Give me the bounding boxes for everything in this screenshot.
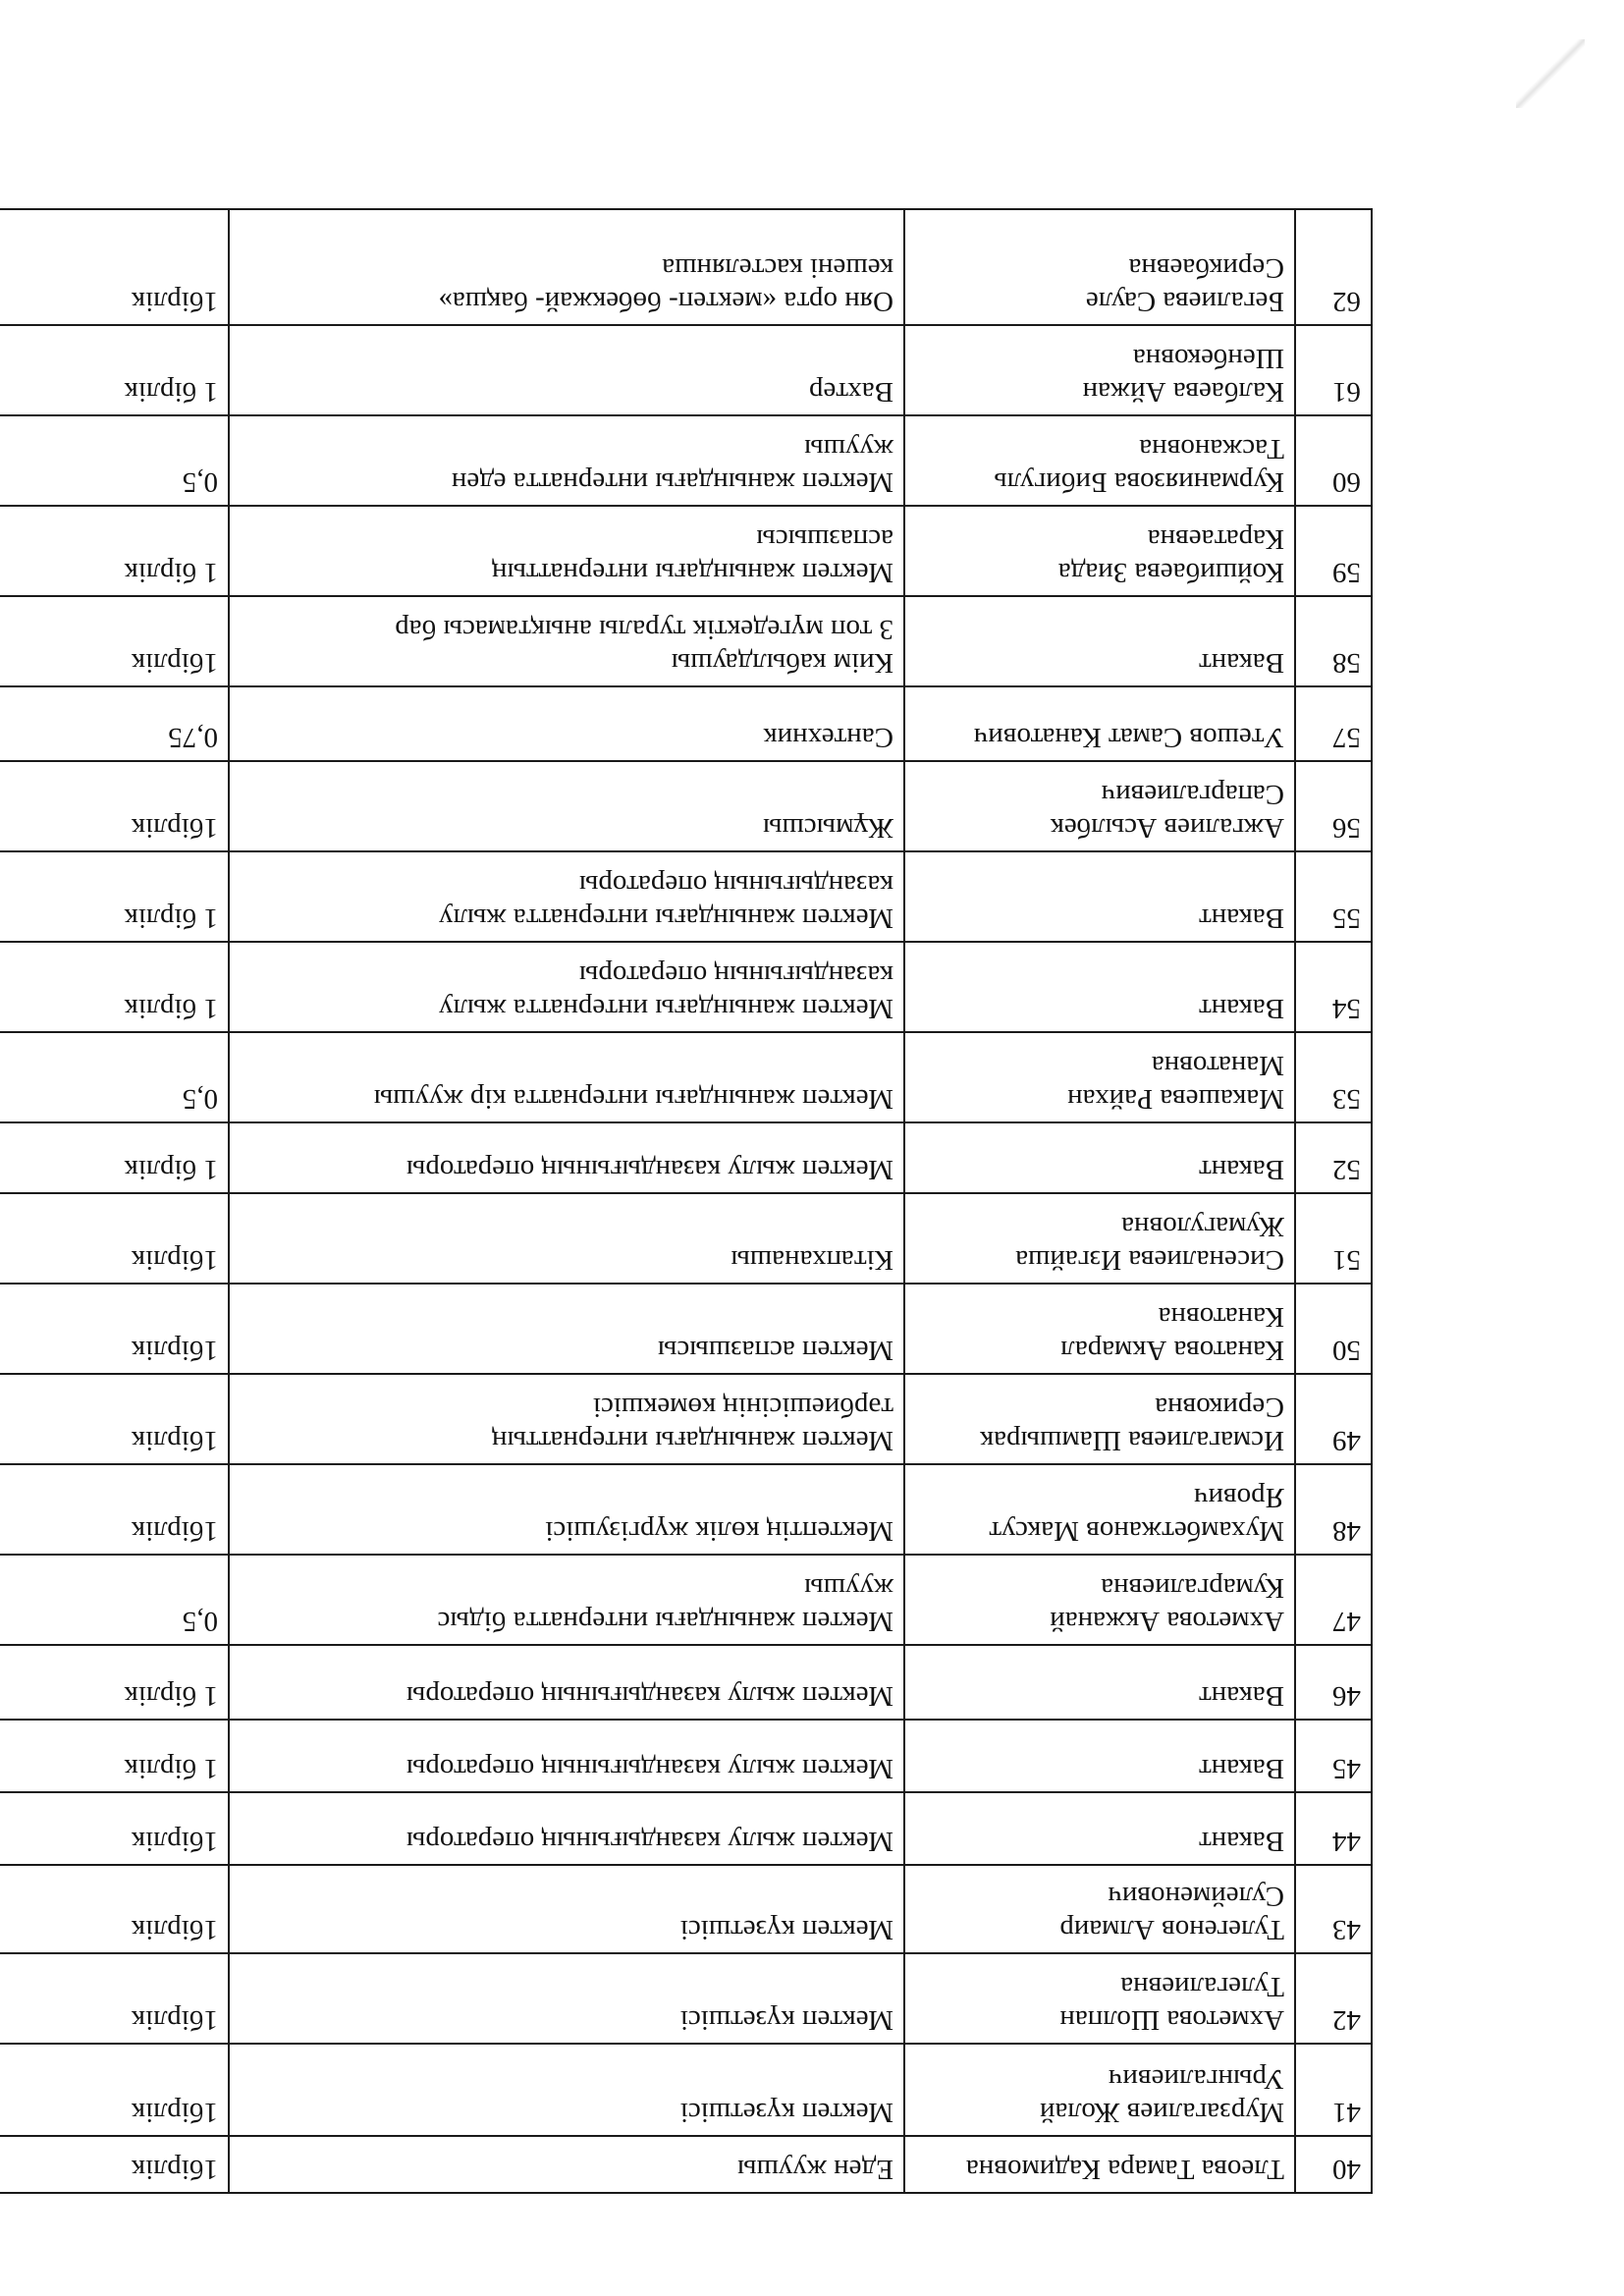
- employee-name-line: Серикбаевна: [1128, 252, 1284, 284]
- position-line: казандығының операторы: [578, 959, 893, 991]
- staff-rate: 1 бірлік: [124, 1154, 218, 1185]
- row-number-cell: [1295, 1953, 1372, 2044]
- position-cell: [229, 1645, 904, 1720]
- position-line: Мектеп жанындағы интернатта жылу: [438, 993, 893, 1024]
- employee-name-line: Сапаргалиевич: [1101, 779, 1284, 810]
- position-cell: [229, 2136, 904, 2193]
- employee-name-line: Жумагуловна: [1121, 1211, 1284, 1242]
- employee-name-line: Канатова Акмарал: [1060, 1335, 1284, 1366]
- employee-name-line: Курманиязова Бибигуль: [994, 466, 1284, 498]
- employee-name-cell: [904, 1865, 1295, 1953]
- row-number-cell: [1295, 209, 1372, 325]
- row-number-cell: [1295, 1464, 1372, 1555]
- rate-cell: [0, 1720, 229, 1792]
- employee-name-cell: [904, 2136, 1295, 2193]
- position-line: Мектеп жылу казандығының операторы: [406, 1753, 893, 1784]
- position-cell: [229, 686, 904, 761]
- employee-name-line: Вакант: [1199, 1154, 1284, 1185]
- employee-name-cell: [904, 851, 1295, 942]
- position-line: Мектеп жанындағы интернатта жылу: [438, 902, 893, 934]
- employee-name-cell: [904, 686, 1295, 761]
- table-row: [0, 415, 1372, 506]
- row-number: 46: [1332, 1680, 1361, 1712]
- employee-name-cell: [904, 1555, 1295, 1645]
- employee-name-line: Мурзагалиев Жолай: [1039, 2097, 1284, 2128]
- rate-cell: [0, 1122, 229, 1193]
- row-number: 40: [1332, 2154, 1361, 2185]
- position-line: Мектеп күзетшісі: [679, 2004, 893, 2036]
- employee-name-cell: [904, 1720, 1295, 1792]
- employee-name-line: Ярович: [1193, 1482, 1284, 1513]
- row-number-cell: [1295, 325, 1372, 415]
- employee-name-line: Вакант: [1199, 647, 1284, 679]
- row-number-cell: [1295, 2044, 1372, 2136]
- rate-cell: [0, 1193, 229, 1284]
- table-row: [0, 1720, 1372, 1792]
- employee-name-cell: [904, 325, 1295, 415]
- staff-rate: 1бірлік: [131, 1425, 218, 1456]
- rate-cell: [0, 1464, 229, 1555]
- employee-name-cell: [904, 209, 1295, 325]
- employee-name-cell: [904, 1464, 1295, 1555]
- position-line: Еден жуушы: [737, 2154, 893, 2185]
- employee-name-line: Ахметова Шолпан: [1059, 2004, 1284, 2036]
- position-line: жуушы: [804, 433, 893, 465]
- row-number: 54: [1332, 993, 1361, 1024]
- employee-name-line: Вакант: [1199, 1753, 1284, 1784]
- employee-name-line: Вакант: [1199, 993, 1284, 1024]
- employee-name-line: Урынгалиевич: [1108, 2063, 1284, 2095]
- rate-cell: [0, 2136, 229, 2193]
- employee-name-cell: [904, 1792, 1295, 1865]
- row-number-cell: [1295, 851, 1372, 942]
- position-cell: [229, 1193, 904, 1284]
- staff-rate: 1бірлік: [131, 1335, 218, 1366]
- position-line: аспазшысы: [756, 523, 893, 555]
- row-number: 44: [1332, 1826, 1361, 1857]
- row-number-cell: [1295, 942, 1372, 1032]
- employee-name-cell: [904, 1645, 1295, 1720]
- row-number-cell: [1295, 1122, 1372, 1193]
- table-row: [0, 506, 1372, 596]
- employee-name-cell: [904, 761, 1295, 851]
- table-row: [0, 1953, 1372, 2044]
- employee-name-line: Тлеова Тамара Кадимовна: [965, 2154, 1284, 2185]
- staff-rate: 1 бірлік: [124, 1753, 218, 1784]
- staff-rate: 1 бірлік: [124, 376, 218, 408]
- table-row: [0, 1122, 1372, 1193]
- employee-name-line: Сисеналиева Изгайша: [1015, 1244, 1284, 1276]
- rate-cell: [0, 1555, 229, 1645]
- row-number-cell: [1295, 1720, 1372, 1792]
- employee-name-line: Манатовна: [1151, 1050, 1284, 1081]
- employee-name-line: Калбаева Айжан: [1082, 376, 1284, 408]
- employee-name-line: Вакант: [1199, 1826, 1284, 1857]
- table-row: [0, 1865, 1372, 1953]
- row-number-cell: [1295, 596, 1372, 686]
- table-row: [0, 1193, 1372, 1284]
- position-line: Мектеп күзетшісі: [679, 1914, 893, 1945]
- employee-name-cell: [904, 415, 1295, 506]
- row-number-cell: [1295, 1032, 1372, 1122]
- position-line: Жұмысшы: [762, 812, 893, 844]
- employee-name-cell: [904, 1374, 1295, 1464]
- row-number-cell: [1295, 761, 1372, 851]
- staff-rate: 1бірлік: [131, 647, 218, 679]
- position-line: 3 топ мүгедектік туралы анықтамасы бар: [395, 614, 893, 645]
- employee-name-line: Вакант: [1199, 902, 1284, 934]
- position-cell: [229, 1464, 904, 1555]
- table-row: [0, 942, 1372, 1032]
- row-number-cell: [1295, 1865, 1372, 1953]
- position-line: Мектеп күзетшісі: [679, 2097, 893, 2128]
- position-line: тәрбиешісінің көмекшісі: [592, 1392, 893, 1423]
- position-cell: [229, 1032, 904, 1122]
- employee-name-line: Мухамбетжанов Максут: [989, 1515, 1284, 1547]
- row-number: 60: [1332, 466, 1361, 498]
- position-cell: [229, 1865, 904, 1953]
- position-cell: [229, 851, 904, 942]
- employee-name-cell: [904, 1032, 1295, 1122]
- row-number: 52: [1332, 1154, 1361, 1185]
- row-number: 48: [1332, 1515, 1361, 1547]
- position-line: Мектеп жылу казандығының операторы: [406, 1826, 893, 1857]
- row-number: 47: [1332, 1606, 1361, 1637]
- row-number-cell: [1295, 2136, 1372, 2193]
- position-cell: [229, 596, 904, 686]
- staff-rate: 1бірлік: [131, 2097, 218, 2128]
- staff-rate: 1 бірлік: [124, 902, 218, 934]
- rate-cell: [0, 1645, 229, 1720]
- position-cell: [229, 415, 904, 506]
- row-number: 43: [1332, 1914, 1361, 1945]
- position-cell: [229, 325, 904, 415]
- staff-rate: 1 бірлік: [124, 993, 218, 1024]
- employee-name-line: Бегалиева Сауле: [1085, 286, 1284, 317]
- row-number-cell: [1295, 415, 1372, 506]
- rate-cell: [0, 942, 229, 1032]
- rate-cell: [0, 1374, 229, 1464]
- table-row: [0, 325, 1372, 415]
- table-row: [0, 596, 1372, 686]
- employee-name-cell: [904, 1193, 1295, 1284]
- staff-rate: 1 бірлік: [124, 1680, 218, 1712]
- rate-cell: [0, 2044, 229, 2136]
- rate-cell: [0, 1032, 229, 1122]
- employee-name-cell: [904, 596, 1295, 686]
- position-line: Мектеп жанындағы интернаттың: [491, 557, 893, 588]
- row-number: 41: [1332, 2097, 1361, 2128]
- employee-name-line: Кумаргалиевна: [1101, 1572, 1284, 1604]
- employee-name-cell: [904, 1122, 1295, 1193]
- staff-rate: 0,5: [182, 1083, 218, 1115]
- employee-name-line: Каратаевна: [1147, 523, 1284, 555]
- staff-rate: 1бірлік: [131, 812, 218, 844]
- row-number: 62: [1332, 286, 1361, 317]
- position-cell: [229, 506, 904, 596]
- employee-name-line: Исмагалиева Шамшырак: [980, 1425, 1284, 1456]
- employee-name-line: Тулегалиевна: [1120, 1971, 1284, 2002]
- employee-name-line: Тасжановна: [1139, 433, 1284, 465]
- table-row: [0, 1464, 1372, 1555]
- position-cell: [229, 2044, 904, 2136]
- rate-cell: [0, 596, 229, 686]
- row-number-cell: [1295, 1555, 1372, 1645]
- employee-name-cell: [904, 2044, 1295, 2136]
- row-number: 49: [1332, 1425, 1361, 1456]
- staff-table-body: [0, 209, 1372, 2193]
- employee-name-line: Сулейменович: [1108, 1881, 1284, 1912]
- table-row: [0, 209, 1372, 325]
- rate-cell: [0, 686, 229, 761]
- employee-name-line: Утешов Самат Канатович: [973, 722, 1284, 753]
- position-line: Сантехник: [763, 722, 893, 753]
- table-row: [0, 1374, 1372, 1464]
- employee-name-line: Шенбековна: [1132, 343, 1284, 374]
- position-line: Киім кабылдаушы: [671, 647, 893, 679]
- row-number-cell: [1295, 1284, 1372, 1374]
- table-row: [0, 2044, 1372, 2136]
- table-row: [0, 851, 1372, 942]
- position-line: Мектеп жанындағы интернаттың: [491, 1425, 893, 1456]
- table-row: [0, 686, 1372, 761]
- employee-name-cell: [904, 506, 1295, 596]
- rate-cell: [0, 506, 229, 596]
- row-number: 50: [1332, 1335, 1361, 1366]
- row-number-cell: [1295, 1792, 1372, 1865]
- position-cell: [229, 761, 904, 851]
- position-line: Вахтер: [808, 376, 893, 408]
- staff-rate: 1бірлік: [131, 1826, 218, 1857]
- position-cell: [229, 1555, 904, 1645]
- position-cell: [229, 1720, 904, 1792]
- staff-rate: 1бірлік: [131, 2154, 218, 2185]
- row-number: 61: [1332, 376, 1361, 408]
- staff-rate: 1бірлік: [131, 286, 218, 317]
- rate-cell: [0, 851, 229, 942]
- employee-name-cell: [904, 1953, 1295, 2044]
- rate-cell: [0, 415, 229, 506]
- rate-cell: [0, 1865, 229, 1953]
- row-number-cell: [1295, 1645, 1372, 1720]
- rate-cell: [0, 1953, 229, 2044]
- position-cell: [229, 1374, 904, 1464]
- position-line: Мектеп жанындағы интернатта бідыс: [437, 1606, 893, 1637]
- employee-name-line: Вакант: [1199, 1680, 1284, 1712]
- position-line: Мектеп жылу казандығының операторы: [406, 1154, 893, 1185]
- table-row: [0, 1284, 1372, 1374]
- rate-cell: [0, 209, 229, 325]
- row-number-cell: [1295, 506, 1372, 596]
- table-row: [0, 1645, 1372, 1720]
- employee-name-line: Канатовна: [1158, 1301, 1284, 1333]
- staff-table: [0, 208, 1373, 2194]
- row-number: 55: [1332, 902, 1361, 934]
- staff-rate: 1бірлік: [131, 1244, 218, 1276]
- staff-rate: 1бірлік: [131, 2004, 218, 2036]
- position-line: Мектеп жанындағы интернатта кір жуушы: [373, 1083, 893, 1115]
- scan-corner-mark: [1516, 39, 1585, 108]
- position-cell: [229, 1122, 904, 1193]
- rate-cell: [0, 761, 229, 851]
- row-number-cell: [1295, 1374, 1372, 1464]
- row-number-cell: [1295, 686, 1372, 761]
- row-number: 58: [1332, 647, 1361, 679]
- row-number: 57: [1332, 722, 1361, 753]
- position-line: Кітапханашы: [731, 1244, 893, 1276]
- position-line: Мектептің көлік жүргізушісі: [545, 1515, 893, 1547]
- employee-name-line: Сериковна: [1155, 1392, 1284, 1423]
- position-line: жуушы: [804, 1572, 893, 1604]
- table-row: [0, 1032, 1372, 1122]
- staff-rate: 1 бірлік: [124, 557, 218, 588]
- employee-name-line: Ахметова Акжанай: [1050, 1606, 1284, 1637]
- row-number: 51: [1332, 1244, 1361, 1276]
- employee-name-line: Тулегенов Алмаир: [1059, 1914, 1284, 1945]
- position-cell: [229, 209, 904, 325]
- table-row: [0, 2136, 1372, 2193]
- position-line: Оян орта «мектеп- бөбекжай- бақша»: [438, 286, 893, 317]
- table-row: [0, 761, 1372, 851]
- position-cell: [229, 942, 904, 1032]
- row-number: 56: [1332, 812, 1361, 844]
- row-number: 42: [1332, 2004, 1361, 2036]
- employee-name-line: Макашева Райхан: [1067, 1083, 1284, 1115]
- position-line: Мектеп аспазшысы: [657, 1335, 893, 1366]
- staff-rate: 0,5: [182, 466, 218, 498]
- rate-cell: [0, 1792, 229, 1865]
- position-cell: [229, 1284, 904, 1374]
- staff-rate: 1бірлік: [131, 1914, 218, 1945]
- position-line: Мектеп жанындағы интернатта еден: [451, 466, 893, 498]
- row-number: 59: [1332, 557, 1361, 588]
- position-line: Мектеп жылу казандығының операторы: [406, 1680, 893, 1712]
- rate-cell: [0, 325, 229, 415]
- row-number: 53: [1332, 1083, 1361, 1115]
- staff-rate: 1бірлік: [131, 1515, 218, 1547]
- employee-name-line: Койшибаева Зиада: [1057, 557, 1284, 588]
- staff-rate: 0,75: [168, 722, 218, 753]
- row-number: 45: [1332, 1753, 1361, 1784]
- position-cell: [229, 1953, 904, 2044]
- table-row: [0, 1555, 1372, 1645]
- employee-name-cell: [904, 1284, 1295, 1374]
- staff-rate: 0,5: [182, 1606, 218, 1637]
- row-number-cell: [1295, 1193, 1372, 1284]
- employee-name-line: Ажгалиев Асылбек: [1050, 812, 1284, 844]
- position-line: кешені кастелянша: [662, 252, 893, 284]
- position-cell: [229, 1792, 904, 1865]
- table-row: [0, 1792, 1372, 1865]
- rate-cell: [0, 1284, 229, 1374]
- employee-name-cell: [904, 942, 1295, 1032]
- position-line: казандығының операторы: [578, 869, 893, 901]
